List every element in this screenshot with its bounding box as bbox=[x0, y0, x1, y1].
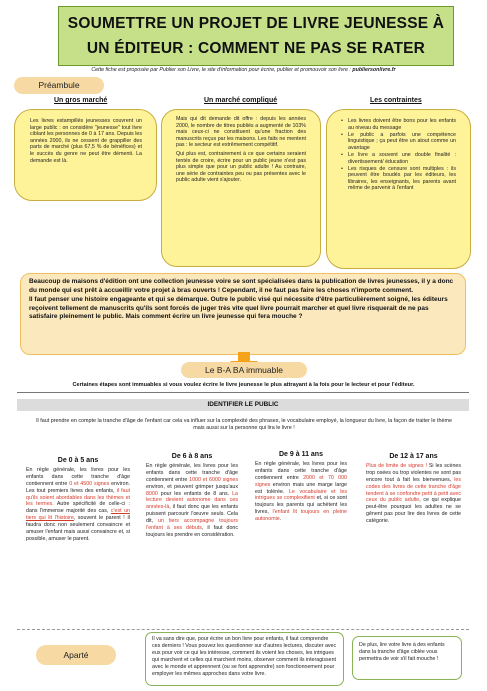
age-title: De 6 à 8 ans bbox=[171, 453, 213, 460]
complicated-p1: Mais qui dit demande dit offre : depuis les années 2000, le nombre de titres publiés a augmenté de 103% mais ceux-ci ne constituent qu'une fraction des manuscrits reçus par les maisons. Les faits ne mentent pas : le secteur est extrêmement compétitif. bbox=[176, 116, 306, 149]
age-highlight: l'enfant lit toujours en pleine autonomie bbox=[255, 509, 347, 523]
constraints-box bbox=[326, 109, 471, 269]
bab-label: Le B-A BA immuable bbox=[205, 365, 283, 375]
identifier-heading-bar bbox=[17, 399, 469, 411]
summary-p1: Beaucoup de maisons d'édition ont une collection jeunesse voire se sont spécialisées dans la publication de livres jeunesses, il y a donc du monde qui est prêt à accueillir votre projet à bras ouverts ! Cependant, il ne faut pas faire les choses n'importe comment. bbox=[29, 278, 454, 294]
age-text: En règle générale, les livres pour les enfants dans cette tranche d'âge contiennent entre bbox=[26, 466, 130, 487]
aparte-main-box bbox=[145, 632, 344, 686]
age-highlight: il faut qu'ils soient abordables dans les thèmes et les termes. bbox=[26, 487, 130, 508]
age-text: , il faut donc que les enfants puissent parcourir l'œuvre seuls. Cela dit, bbox=[146, 504, 238, 525]
subtitle-site-link[interactable]: publiersonlivre.fr bbox=[352, 67, 396, 73]
age-text: En règle générale, les livres pour les enfants dans cette tranche d'âge contiennent entre bbox=[255, 460, 347, 481]
constraint-item: • Le livre a souvent une double finalité : divertissement/ éducation bbox=[341, 152, 456, 165]
age-text: , ce qui explique peut-être pourquoi les adultes ne se gênent pas pour lire des livres de cette catégorie. bbox=[366, 497, 461, 525]
age-text: pour les enfants de 8 ans. bbox=[157, 490, 233, 497]
constraint-item: • Les livres doivent être bons pour les enfants au niveau du message bbox=[341, 118, 456, 131]
age-text: environ mais une marge large est tolérée. bbox=[255, 481, 347, 495]
age-text: . bbox=[279, 516, 282, 523]
column-heading-contraintes: Les contraintes bbox=[370, 97, 422, 104]
age-text: Autre spécificité de celle-ci : dans l'immense majorité des cas, bbox=[26, 501, 130, 515]
title-banner bbox=[58, 6, 454, 66]
age-highlight: les codes des livres de cette tranche d'âge tendent à se confondre petit à petit avec ceux du public adulte bbox=[366, 476, 461, 504]
complicated-market-box bbox=[161, 109, 321, 267]
column-heading-marche: Un gros marché bbox=[54, 97, 108, 104]
column-heading-complique: Un marché compliqué bbox=[204, 97, 278, 104]
preambule-label: Préambule bbox=[38, 80, 80, 90]
complicated-p2: Qui plus est, contrairement à ce que certains seraient tentés de croire, écrire pour un public jeune n'est pas plus simple que pour un public adulte ! Au contraire, une série de contraintes peu ou pas présentes avec le public adulte vient s'ajouter. bbox=[176, 150, 306, 184]
identifier-description: Il faut prendre en compte la tranche d'âge de l'enfant car cela va influer sur la complexité des phrases, le vocabulaire employé, la longueur du livre, la façon de traiter le thème mais aussi sur la personne qui lira le livre ! bbox=[36, 418, 452, 432]
aparte-side-box bbox=[352, 636, 462, 680]
age-title: De 12 à 17 ans bbox=[389, 453, 438, 460]
bab-intro: Certaines étapes sont immuables si vous voulez écrire le livre jeunesse le plus attrayant à la fois pour le lecteur et pour l'éditeur. bbox=[72, 382, 415, 388]
age-title: De 9 à 11 ans bbox=[279, 451, 323, 458]
age-highlight: 2000 et 70 000 signes bbox=[255, 474, 347, 488]
market-box bbox=[14, 109, 157, 201]
age-text: En règle générale, les livres pour les enfants dans cette tranche d'âge contiennent entre bbox=[146, 462, 238, 483]
age-text: et, si ce sont toujours les parents qui achètent les livres, bbox=[255, 495, 347, 516]
age-column-9-11 bbox=[255, 452, 347, 523]
summary-p2: Il faut penser une histoire engageante et qui se démarque. Outre le public visé qui nécessite d'être particulièrement soigné, les éditeurs reçoivent tellement de manuscrits qu'ils sont forcés de juger très vite quel livre pourrait marcher et quel livre risquerait de ne pas satisfaire pleinement le public. Mais comment écrire un livre jeunesse qui fera mouche ? bbox=[29, 296, 448, 321]
divider bbox=[17, 392, 469, 393]
age-highlight: La lecture devient autonome dans ces années-là bbox=[146, 490, 238, 511]
market-text: Les livres estampillés jeunesses couvrent un large public : on considère "jeunesse" tout livre ciblant les personnes de 0 à 17 ans. Depuis les années 2000, ils ne cessent de grappiller des parts de marché (plus 67,5 % de bénéfices) et le succès du genre ne peut être démenti. La demande est là. bbox=[30, 118, 142, 164]
subtitle-text: Cette fiche est proposée par Publier son Livre, le site d'information pour écrire, publier et promouvoir son livre : bbox=[91, 67, 353, 73]
age-text: , souvent le parent ! Il faudra donc non seulement convaincre et amuser l'enfant mais aussi convaincre et, si possible, amuser le parent. bbox=[26, 515, 130, 542]
age-text: Si les scènes trop osées ou trop violentes ne sont pas encore tout à fait les bienvenues, bbox=[366, 462, 461, 483]
bab-pill-label bbox=[181, 362, 307, 378]
aparte-main-text: Il va sans dire que, pour écrire un bon livre pour enfants, il faut comprendre ces derniers ! Vous pouvez les questionner sur d'autres lectures, discuter avec eux pour voir ce qui les intéresse, comment ils voient les choses, les intrigues qui marchent et celles qui marchent moins, observer comment ils interagissent avec le monde et apprennent (ou se font apprendre) son fonctionnement pour employer les mêmes approches dans votre livre. bbox=[152, 636, 337, 677]
dashed-divider bbox=[17, 629, 469, 630]
age-column-6-8 bbox=[146, 454, 238, 539]
subtitle bbox=[0, 67, 487, 73]
age-column-12-17 bbox=[366, 454, 461, 525]
age-highlight: 1000 et 6000 signes bbox=[189, 476, 238, 483]
age-column-0-5 bbox=[26, 458, 130, 543]
age-highlight: 0 et 4500 signes bbox=[69, 480, 110, 487]
age-highlight: Plus de limite de signes ! bbox=[366, 462, 427, 469]
aparte-side-text: De plus, lire votre livre à des enfants dans la tranche d'âge ciblée vous permettra de voir s'il fait mouche ! bbox=[359, 642, 445, 662]
age-highlight: c'est un tiers qui lit l'histoire bbox=[26, 508, 130, 522]
preambule-pill bbox=[14, 77, 104, 94]
aparte-label: Aparté bbox=[63, 650, 89, 660]
identifier-heading: IDENTIFIER LE PUBLIC bbox=[207, 401, 279, 408]
constraint-item: • Le public a parfois une compétence linguistique ; ça peut être un atout comme un avantage bbox=[341, 132, 456, 152]
age-text: , il faut donc toujours les prendre en considération. bbox=[146, 525, 238, 538]
age-highlight: 8000 bbox=[146, 490, 158, 497]
title-line-1: SOUMETTRE UN PROJET DE LIVRE JEUNESSE À bbox=[67, 15, 445, 32]
age-highlight: un tiers accompagne toujours l'enfant à ses débuts bbox=[146, 518, 238, 532]
age-text: environ, et peuvent grimper jusqu'aux bbox=[146, 483, 238, 490]
constraints-list bbox=[341, 118, 456, 192]
constraint-item: • Les risques de censure sont multiples : ils peuvent être boudés par les éditeurs, les libraires, les enseignants, les parents avant même de parvenir à l'enfant bbox=[341, 166, 456, 192]
age-highlight: Le vocabulaire et les intrigues se complexifient bbox=[255, 488, 347, 502]
aparte-pill bbox=[36, 645, 116, 665]
title-line-2: UN ÉDITEUR : COMMENT NE PAS SE RATER bbox=[86, 40, 426, 57]
summary-box bbox=[20, 273, 466, 355]
age-title: De 0 à 5 ans bbox=[57, 457, 99, 464]
age-text: environ. Les tout premiers livres des enfants, bbox=[26, 480, 130, 494]
